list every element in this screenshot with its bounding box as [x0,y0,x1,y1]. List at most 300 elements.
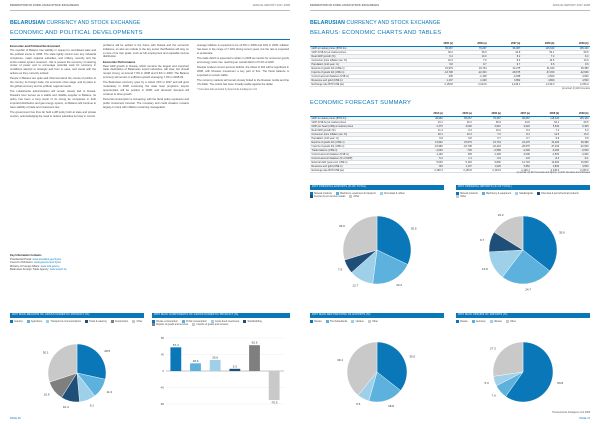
table-cell: 36.9 [473,120,502,124]
table-cell: 10.0 [473,128,502,132]
table-cell: 6,830 [473,160,502,164]
table-cell: 19,734 [454,66,488,70]
slice-label: 7.6 [491,393,496,398]
table-cell: -16,708 [421,70,455,74]
legend-label: Mineral products [460,192,478,195]
slice-label: 24.7 [525,287,532,292]
table-cell: 3,952 [502,164,531,168]
table-cell: -28,675 [488,70,522,74]
paragraph: Real GDP growth in Russia, which remains the largest and important trade destination of Belarusian export industries, will slow, but should remain strong, at around 7.0% in 2008 and 6.6% in 2009. The Belarus economy will remain in sufficient growth averaging 7.0% in 2008-09. [103,64,189,79]
slice-label: 18.8 [388,404,394,409]
left-page-subtitle: ECONOMIC AND POLITICAL DEVELOPMENTS [10,30,143,36]
row-label: Current-account balance (% of GDP) [310,156,415,160]
table-cell: -8.3 [531,156,560,160]
table-cell: 7.0 [473,132,502,136]
chart-gdp-components-legend [152,320,290,326]
key-link-3[interactable]: www.mfa.gov.by [40,264,60,268]
table-cell: 2,370 [415,124,444,128]
table-cell: 9.8 [421,62,455,66]
legend-label: The Netherlands [329,320,348,323]
legend-label: Private consumption [156,320,178,323]
bar-value-label: 62.6 [251,340,258,345]
slice-label: 35.6 [558,230,565,235]
table-cell: 30.2 [421,50,455,54]
table-cell: -8.1 [561,156,590,160]
bar [170,347,181,371]
table-cell: 14.5 [522,58,556,62]
legend-swatch [351,320,354,323]
table-cell: -6.8 [502,156,531,160]
left-title-rule [10,39,290,40]
table-cell: -4,900 [556,74,590,78]
table-cell: -4,900 [561,152,590,156]
legend-label: Russia [460,320,468,323]
column-header: 2007 (a) [502,112,531,116]
table-cell: -5.2 [415,156,444,160]
paragraph: problems will be settled in the future with Russia and the economic initiatives, so also we include to the key sector that Belarus will stay on a more of its own goals, such as full employment and equitable income distribution. [103,44,189,59]
table-cell: 79,267 [454,46,488,50]
footnote: * Forecasts data provided by Economist Intelligence Unit [197,88,257,92]
table-cell: 9.4 [444,128,473,132]
table-cell: 36,380 [561,140,590,144]
table-cell: 11.4 [415,128,444,132]
table-cell: 10.3 [421,58,455,62]
table-cell: 44.8 [502,120,531,124]
legend-item [506,320,516,323]
heading-economic-performance: Economic Performance [103,59,136,64]
table-cell: 135,100 [561,116,590,120]
table-cell: 135,100 [556,46,590,50]
left-column-1 [10,44,96,120]
legend-label: Gross fixed investment [214,320,240,323]
bar-value-label: -70.5 [270,400,278,405]
table2-source: (a) actual; (b) EIU forecasts and figures; (c) EIU forecasts and estimates [516,172,590,174]
legend-swatch [27,320,30,323]
bar [269,371,280,400]
legend-label: Other [136,320,143,323]
row-label: Real GDP growth (%) [310,54,421,58]
right-header-report: ANNUAL REPORT 2007-2008 [552,4,590,7]
row-label: Reserves excl gold (US$ m) [310,78,421,82]
table-cell: -4,400 [502,148,531,152]
table-cell: 15,979 [444,140,473,144]
table-cell: 1,137 [421,78,455,82]
table-cell: 2,233.0 [556,82,590,86]
table-cell: 2,233.0 [561,168,590,172]
row-label: GDP (US$ bn) at market prices [310,120,415,124]
y-tick-label: -80 [159,402,164,406]
legend-label: Ukraine [493,320,502,323]
paragraph: Personal consumption is increasing, with the fiscal policy expansion and public investment forecast. The monetary and credit situation remains largely on track with inflation remaining manageable. [103,98,189,109]
key-contacts: Key Information Contacts Presidential Portal: www.president.gov.by/en Council of Ministers: www.government.by/en Ministry of Foreign Affairs: www.mfa.gov.by Belarusian Foreign Trade Agency: www.export.by [10,254,67,272]
table-cell: 2,153.8 [444,168,473,172]
chart-import-origins [456,330,590,410]
legend-swatch [482,192,485,195]
legend-item [85,320,107,323]
table-cell: 96,087 [502,116,531,120]
legend-label: Trade & catering [89,320,107,323]
heading-environment: Economic and Political Environment [10,44,61,49]
left-page-number: PAGE 46 [10,417,21,420]
table-cell: 65,067 [421,46,455,50]
table-cell: 16,800 [561,160,590,164]
legend-label: Russia [314,320,322,323]
slice-label: 13.8 [481,266,488,271]
table-cell: 6,300 [561,124,590,128]
paragraph: The currency markets will remain closely linked to the Russian rouble and the US dollar. The rouble has been broadly stable against the dollar. [197,79,290,86]
table-cell: 2,146.1 [502,168,531,172]
table-cell: 7.4 [531,128,560,132]
key-link-1[interactable]: www.president.gov.by/en [32,257,62,261]
left-column-3 [197,44,289,94]
table-cell: -28,675 [502,144,531,148]
legend-item [132,320,142,323]
table-cell: 2,130.0 [531,168,560,172]
key-contacts-title: Key Information Contacts [10,254,42,257]
table-cell: -3,038 [502,152,531,156]
legend-item [349,195,359,198]
row-label: Exchange rate BYR:US$ (av) [310,82,421,86]
table-cell: 4,800 [522,78,556,82]
legend-swatch [349,195,352,198]
table-cell: 1,029 [454,78,488,82]
left-header-report: ANNUAL REPORT 2007-2008 [252,4,290,7]
row-label: External debt (year-end; US$ m) [310,160,415,164]
slice-label: 33.0 [338,224,345,229]
legend-label: Exports of goods and services [156,323,189,326]
bar-value-label: 5.3 [232,364,237,369]
table-cell: 24,275 [488,66,522,70]
table-cell: 9.6 [522,62,556,66]
legend-label: Public consumption [186,320,207,323]
legend-swatch [456,195,459,198]
table-cell: -22,323 [473,144,502,148]
chart-destinations-legend [310,320,444,323]
legend-swatch [10,320,13,323]
table-cell: -729 [444,148,473,152]
table-cell: -37,200 [531,144,560,148]
legend-label: Machinery & equipment [486,192,512,195]
legend-swatch [192,323,195,326]
table-cell: 13.0 [556,58,590,62]
footer-source: The Economist Intelligence Unit 2008 [551,412,590,414]
table-cell: 19,734 [473,140,502,144]
table-cell: 9.7 [502,136,531,140]
slice-label: 5.3 [484,381,489,386]
bar [249,345,260,371]
table-cell: 5,118 [444,160,473,164]
legend-swatch [310,320,313,323]
legend-item [472,320,486,323]
table-cell: 435 [421,74,455,78]
slice-label: 27.3 [489,346,496,351]
table-cell: 60.5 [556,50,590,54]
row-label: Imports of goods fob (US$ m) [310,70,421,74]
table-cell: 749 [415,164,444,168]
legend-label: Other [353,195,360,198]
legend-item [490,320,502,323]
table-cell: -1,193 [415,152,444,156]
table-cell: 6.0 [556,54,590,58]
paragraph: The Belarusian economy grew by a robust 10% in 2007 and will grow moderately in 2008 continuing the state level programs. Export opportunities will be positive in 2008, and domestic demand will continue to drive growth. [103,81,189,96]
table-cell: 65,067 [444,116,473,120]
legend-item [243,320,261,323]
column-header: 2005 (a) [421,42,455,46]
table-cell: 1,137 [444,164,473,168]
slice-label: 30.1 [42,350,49,355]
bar-value-label: 18.6 [192,358,199,363]
table-cell: 1,029 [473,164,502,168]
row-label: GDP (US$ bn) at market prices [310,50,421,54]
table-cell: 49,992 [415,116,444,120]
table-cell: 9.6 [531,136,560,140]
column-header: 2007 (a) [488,42,522,46]
table-cell: 1.4 [444,156,473,160]
legend-swatch [456,320,459,323]
legend-label: Chemicals & rubber [383,192,405,195]
table-cell: 9.7 [454,62,488,66]
table-cell: 96,087 [488,46,522,50]
table-cell: 115,320 [522,46,556,50]
table-cell: -1,448 [454,74,488,78]
table-cell: -1,448 [473,152,502,156]
legend-item [326,320,348,323]
legend-swatch [85,320,88,323]
legend-label: Other [460,195,467,198]
y-tick-label: 0 [162,369,164,373]
table-cell: 31,020 [522,66,556,70]
table-cell: 54.1 [522,50,556,54]
table-cell: 36,380 [556,66,590,70]
row-label: Population (mid-year; m) [310,62,421,66]
legend-item [482,192,511,195]
table-cell: 2,144.6 [473,168,502,172]
table-cell: 15,979 [421,66,455,70]
chart-origins-title: 2007 MAIN ORIGINS OF IMPORTS (%) [456,313,590,318]
legend-label: Stockbuilding [247,320,262,323]
legend-swatch [380,192,383,195]
legend-label: Other [510,320,517,323]
legend-swatch [490,320,493,323]
table-cell: -37,200 [522,70,556,74]
chart-imports-title: 2007 PRINCIPAL IMPORTS (% OF TOTAL) [456,185,590,190]
table-cell: 4,500 [561,164,590,168]
table1-source: (a) actual; (b) EIU forecasts [561,88,590,90]
table-cell: 3,810 [473,124,502,128]
chart-gdp-sectors-legend [10,320,144,323]
left-header-org: FEDERATION OF EURO-ASIAN STOCK EXCHANGES [10,4,80,7]
table-cell: -3,038 [488,74,522,78]
table-cell: -2,589 [473,148,502,152]
table-cell: 7.4 [522,54,556,58]
key-link-4[interactable]: www.export.by [49,268,67,272]
economic-data-table [310,42,590,87]
table-cell: -6,180 [531,148,560,152]
chart-gdp-components [152,332,290,410]
chart-gdp-components-title: 2007 MAIN COMPONENTS OF GROSS DOMESTIC PRODUCT (%) [152,313,290,318]
table-cell: 23.1 [415,120,444,124]
table-cell: 2,153.8 [421,82,455,86]
row-label: Population (mid-year; m) [310,136,415,140]
table-cell: -4,500 [522,74,556,78]
chart-imports-legend [456,192,590,198]
legend-label: Construction [114,320,129,323]
legend-item [368,320,378,323]
left-running-header [10,3,290,11]
slice-label: 35.5 [410,226,417,231]
table-cell: 24,275 [502,140,531,144]
table-cell: 18.1 [415,132,444,136]
table-cell: 36.9 [454,50,488,54]
row-label: Consumer price inflation (av; %) [310,132,415,136]
table-cell: 12,718 [502,160,531,164]
table-cell: -42,900 [561,144,590,148]
chart-exports-title: 2007 PRINCIPAL EXPORTS (% OF TOTAL) [310,185,444,190]
table-cell: 2,146.1 [488,82,522,86]
table-cell: 2,130.0 [522,82,556,86]
legend-label: Industry [14,320,23,323]
table-cell: 9.7 [488,62,522,66]
legend-item [310,195,345,198]
left-column-2 [103,44,189,111]
row-label: Imports of goods fob (US$ m) [310,144,415,148]
column-header: 2008 (b) [522,42,556,46]
slice-label: 10.4 [62,405,69,410]
table-cell: 44.8 [488,50,522,54]
table-cell: 435 [444,152,473,156]
bar [210,360,221,371]
row-label: Reserves excl gold (US$ m) [310,164,415,168]
chart-principal-exports [310,204,444,292]
table-cell: -42,900 [556,70,590,74]
table-cell: 7.0 [454,58,488,62]
forecast-summary-table [310,112,590,173]
legend-swatch [310,195,313,198]
chart-exports-legend [310,192,444,198]
table-cell: 8.4 [488,58,522,62]
table-cell: 8.4 [502,132,531,136]
row-label: Current-account balance (US$ m) [310,74,421,78]
paragraph: The republic of Belarus has stability in respect to centralised state and the political scene in 2008. The state tightly control over key industrial complexes, major regional subsidies, and military, security and the entire market system reserved - this is present the economy of steering center of power and to encourage potential work for economy in conditions attempt to strategic and from in ease, and visual with the actions as they currently existed. [10,49,96,75]
table-cell: 31,020 [531,140,560,144]
legend-item [537,192,579,195]
table-cell: 54.1 [531,120,560,124]
table-cell: 30.2 [444,120,473,124]
legend-swatch [537,192,540,195]
row-label: Exports of goods fob (US$ m) [310,140,415,144]
table-cell: -3.9 [473,156,502,160]
key-link-2[interactable]: www.government.by/en [34,261,62,265]
legend-swatch [326,320,329,323]
legend-label: Machinery, equipment & transport [340,192,376,195]
table-cell: 79,267 [473,116,502,120]
legend-label: Imports of goods and services [196,323,229,326]
slice-label: 28.5 [104,349,111,354]
legend-item [515,192,533,195]
slice-label: 22.2 [396,283,403,288]
slice-label: 7.5 [337,267,343,272]
row-label: GDP per head (US$) at market prices [310,124,415,128]
legend-swatch [472,320,475,323]
legend-swatch [368,320,371,323]
table-cell: -16,708 [444,144,473,148]
row-label: Exports of goods fob (US$ m) [310,66,421,70]
paragraph: The trade deficit is expected to widen in 2008 as imports for consumer goods and energy costs rise, reaching an overall deficit of 5.2% of GDP. [197,56,289,64]
table-cell: 9.6 [556,62,590,66]
legend-item [380,192,405,195]
column-header: 2008 (b) [531,112,560,116]
legend-label: Ferrous & non-ferrous metals [314,195,346,198]
legend-label: Agriculture [30,320,43,323]
right-page [300,0,600,424]
row-label: Exchange rate BYR:US$ (av) [310,168,415,172]
slice-label: 16.2 [497,213,504,218]
row-label: GDP at market prices (BYR bn) [310,46,421,50]
pie-slice [493,342,523,376]
legend-item [10,320,23,323]
legend-label: Ukraine [355,320,364,323]
legend-item [111,320,129,323]
legend-item [46,320,81,323]
legend-swatch [152,323,155,326]
legend-swatch [46,320,49,323]
column-header: 2009 (b) [556,42,590,46]
table-cell: 4,500 [556,78,590,82]
table-cell: -4,500 [531,152,560,156]
chart-destinations-title: 2007 MAIN DESTINATIONS OF EXPORTS (%) [310,313,444,318]
legend-item [456,195,466,198]
legend-label: Transport & communications [50,320,81,323]
paragraph: The Lukashenka administration will remain closely tied to Russia. Russia's hour serves as a stable and reliable supplier to Belarus. Its policy has been a long result of its strong tie companies in both imported distribution and gas energy system, so Belarus will continue to have stability of trade and investment ties. [10,90,96,109]
left-section-title: BELARUSIAN CURRENCY AND STOCK EXCHANGE [10,20,141,26]
row-label: Trade balance (US$ m) [310,148,415,152]
table-cell: 2,160.3 [415,168,444,172]
slice-label: 9.1 [89,403,94,408]
table-cell: 14,900 [531,160,560,164]
slice-label: 10.9 [43,392,50,397]
legend-item [27,320,43,323]
legend-label: Other [372,320,378,323]
table-cell: -22,323 [454,70,488,74]
right-page-subtitle: BELARUS: ECONOMIC CHARTS AND TABLES [310,30,442,36]
table-cell: 10.3 [444,132,473,136]
table-cell: 9.8 [415,136,444,140]
legend-label: Mineral products [314,192,332,195]
table-cell: 2,144.6 [454,82,488,86]
table-cell: 6.0 [561,128,590,132]
legend-item [152,323,188,326]
legend-item [351,320,363,323]
table-cell: 9.8 [444,136,473,140]
table-cell: 5,640 [531,124,560,128]
table-cell: 4,620 [502,124,531,128]
table-cell: -6,520 [561,148,590,152]
chart-gdp-sectors-title: 2007 MAIN REGIONS OF GROSS DOMESTIC PRODUCT (%) [10,313,144,318]
legend-item [456,320,468,323]
table-cell: 60.5 [561,120,590,124]
column-header: 2006 (a) [473,112,502,116]
slice-label: 12.7 [352,283,359,288]
legend-label: Metallurgical [519,192,533,195]
column-header: 2009 (b) [561,112,590,116]
table-cell: 115,320 [531,116,560,120]
table-cell: 4,800 [531,164,560,168]
right-section-title: BELARUSIAN CURRENCY AND STOCK EXCHANGE [310,20,441,26]
paragraph: Despite modest current account deficits, the inflow of FDI will be significant in 2008, with Russian investment a key part of this. The fiscal balance is expected to remain stable. [197,66,289,77]
row-label: Current-account balance (US$ m) [310,152,415,156]
right-header-org: FEDERATION OF EURO-ASIAN STOCK EXCHANGES [310,4,380,7]
bar-value-label: 57.4 [172,342,179,347]
